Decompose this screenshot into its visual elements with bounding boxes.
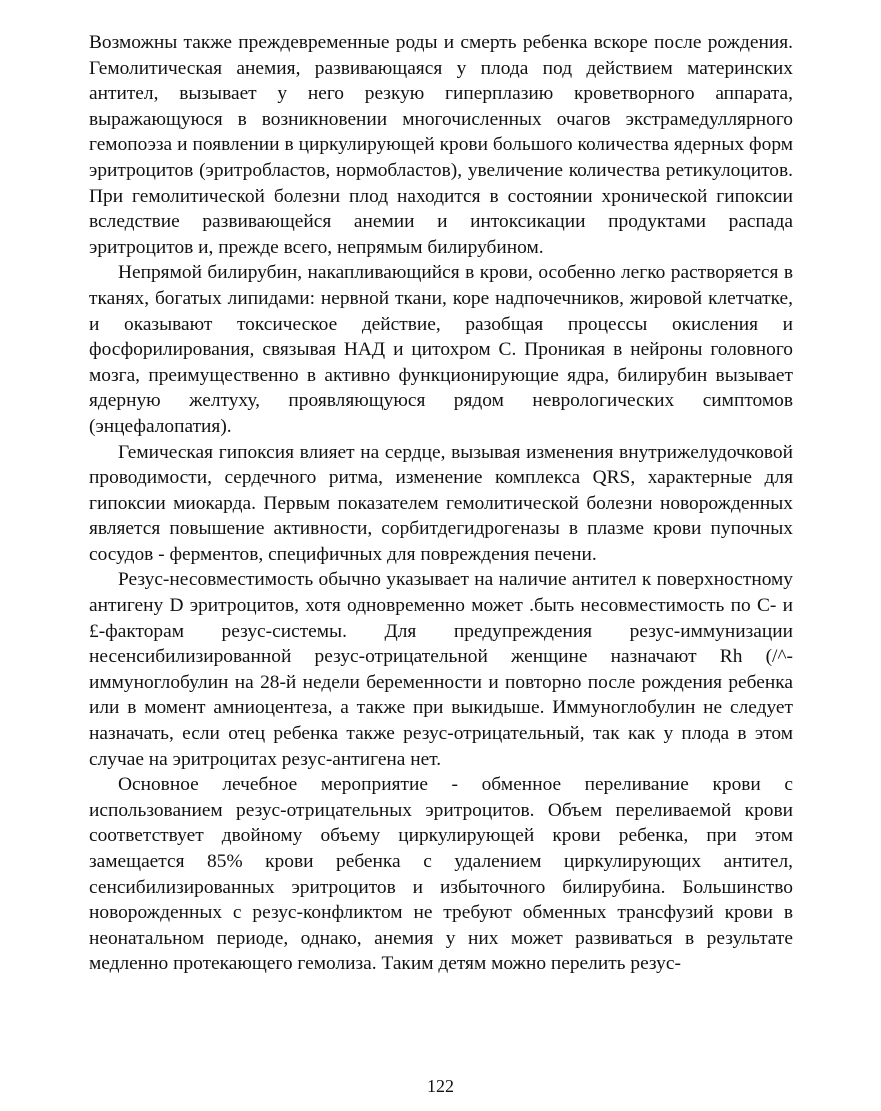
page-body (89, 30, 793, 977)
page-number: 122 (427, 1076, 454, 1096)
paragraph-1: Возможны также преждевременные роды и смерть ребенка вскоре после рождения. Гемолитическая анемия, развивающаяся у плода под действием материнских антител, вызывает у него резкую гиперплазию кроветворного аппарата, выражающуюся в возникновении многочисленных очагов экстрамедуллярного гемопоэза и появлении в циркулирующей крови большого количества ядерных форм эритроцитов (эритробластов, нормобластов), увеличение количества ретикулоцитов. При гемолитической болезни плод находится в состоянии хронической гипоксии вследствие развивающейся анемии и интоксикации продуктами распада эритроцитов и, прежде всего, непрямым билирубином. (89, 32, 793, 258)
paragraph-5: Основное лечебное мероприятие - обменное переливание крови с использованием резус-отрицательных эритроцитов. Объем переливаемой крови соответствует двойному объему циркулирующей крови ребенка, при этом замещается 85% крови ребенка с удалением циркулирующих антител, сенсибилизированных эритроцитов и избыточного билирубина. Большинство новорожденных с резус-конфликтом не требуют обменных трансфузий крови в неонатальном периоде, однако, анемия у них может развиваться в результате медленно протекающего гемолиза. Таким детям можно перелить резус- (89, 774, 793, 975)
paragraph-4: Резус-несовместимость обычно указывает на наличие антител к поверхностному антигену D эритроцитов, хотя одновременно может .быть несовместимость по С- и £-факторам резус-системы. Для предупреждения резус-иммунизации несенсибилизированной резус-отрицательной женщине назначают Rh (/^-иммуноглобулин на 28-й недели беременности и повторно после рождения ребенка или в момент амниоцентеза, а также при выкидыше. Иммуноглобулин не следует назначать, если отец ребенка также резус-отрицательный, так как у плода в этом случае на эритроцитах резус-антигена нет. (89, 569, 793, 770)
paragraph-2: Непрямой билирубин, накапливающийся в крови, особенно легко растворяется в тканях, богатых липидами: нервной ткани, коре надпочечников, жировой клетчатке, и оказывают токсическое действие, разобщая процессы окисления и фосфорилирования, связывая НАД и цитохром С. Проникая в нейроны головного мозга, преимущественно в активно функционирующие ядра, билирубин вызывает ядерную желтуху, проявляющуюся рядом неврологических симптомов (энцефалопатия). (89, 262, 793, 437)
paragraph-3: Гемическая гипоксия влияет на сердце, вызывая изменения внутрижелудочковой проводимости, сердечного ритма, изменение комплекса QRS, характерные для гипоксии миокарда. Первым показателем гемолитической болезни новорожденных является повышение активности, сорбитдегидрогеназы в плазме крови пупочных сосудов - ферментов, специфичных для повреждения печени. (89, 441, 793, 565)
